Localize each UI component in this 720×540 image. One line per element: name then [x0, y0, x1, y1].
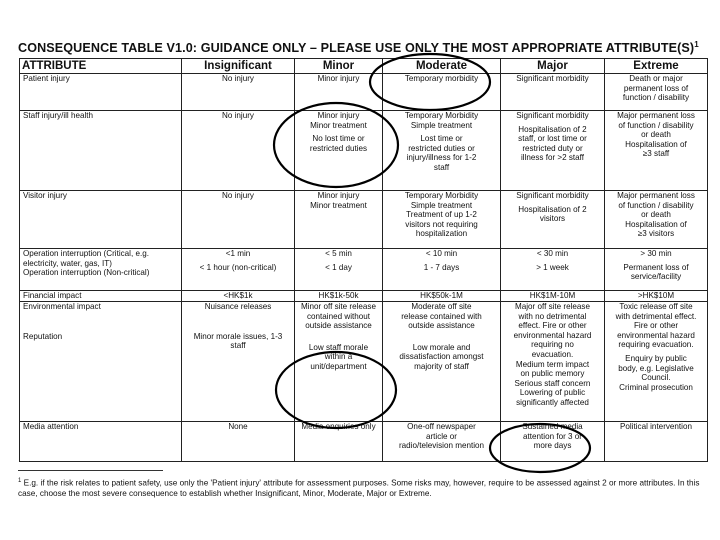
cell-line: HK$1M-10M — [529, 291, 576, 300]
table-row — [20, 191, 708, 249]
attribute-cell — [20, 422, 182, 462]
extreme-cell — [605, 302, 708, 422]
cell-line: HK$50k-1M — [420, 291, 463, 300]
cell-line: Death or major — [629, 74, 683, 83]
extreme-cell — [605, 422, 708, 462]
cell-line: majority of staff — [414, 361, 469, 371]
minor-cell — [295, 111, 383, 191]
cell-line: Council. — [641, 373, 671, 383]
cell-line: staff, or lost time or — [518, 134, 587, 144]
cell-line: Serious staff concern — [514, 378, 591, 388]
cell-line: outside assistance — [408, 321, 475, 331]
moderate-cell — [383, 249, 501, 291]
cell-line: One-off newspaper — [407, 422, 476, 431]
cell-line: or death — [641, 130, 671, 140]
major-cell — [501, 302, 605, 422]
footnote-mark: 1 — [18, 478, 22, 484]
major-cell — [501, 111, 605, 191]
attribute-cell — [20, 249, 182, 291]
moderate-cell — [383, 291, 501, 302]
cell-line: permanent loss of — [623, 83, 689, 93]
cell-line: Major off site release — [515, 302, 590, 311]
minor-cell — [295, 302, 383, 422]
cell-line: Major permanent loss — [617, 191, 695, 200]
minor-cell — [295, 249, 383, 291]
attribute-cell — [20, 111, 182, 191]
cell-line: ≥3 visitors — [637, 229, 675, 239]
table-body — [20, 74, 708, 462]
header-minor: Minor — [295, 59, 383, 74]
table-row — [20, 302, 708, 422]
cell-line: Visitor injury — [23, 191, 67, 200]
cell-line: Media attention — [23, 422, 79, 431]
cell-line: visitors not requiring — [405, 219, 478, 229]
cell-line: Fire or other — [633, 321, 679, 331]
cell-line: Low morale and — [412, 342, 471, 352]
cell-line: radio/television mention — [398, 441, 485, 451]
cell-line: evacuation. — [531, 349, 574, 359]
cell-line: restricted duties or — [408, 143, 475, 153]
cell-line: restricted duties — [309, 143, 368, 153]
cell-line: release contained with — [401, 311, 482, 321]
cell-line: Sustained media — [522, 422, 583, 431]
moderate-cell — [383, 191, 501, 249]
cell-line: hospitalization — [415, 229, 468, 239]
cell-line: Media enquiries only — [301, 422, 376, 431]
header-moderate: Moderate — [383, 59, 501, 74]
header-insignificant: Insignificant — [182, 59, 295, 74]
cell-line: unit/department — [310, 361, 367, 371]
header-attribute: ATTRIBUTE — [20, 59, 182, 74]
cell-line: Permanent loss of — [623, 262, 689, 272]
cell-line: < 1 day — [325, 262, 352, 272]
cell-line: within a — [324, 352, 353, 362]
major-cell — [501, 191, 605, 249]
major-cell — [501, 291, 605, 302]
cell-line: Lowering of public — [519, 388, 586, 398]
cell-line: < 30 min — [536, 249, 569, 258]
cell-line: electricity, water, gas, IT) — [23, 258, 112, 268]
insignificant-cell — [182, 302, 295, 422]
insignificant-cell — [182, 249, 295, 291]
cell-line: Nuisance releases — [204, 302, 272, 311]
extreme-cell — [605, 74, 708, 111]
cell-line: of function / disability — [618, 200, 694, 210]
insignificant-cell — [182, 422, 295, 462]
major-cell — [501, 422, 605, 462]
cell-line: < 10 min — [425, 249, 458, 258]
cell-line: No lost time or — [312, 134, 365, 144]
cell-line: Significant morbidity — [516, 74, 589, 83]
cell-line: Temporary Morbidity — [404, 191, 479, 200]
page-title — [18, 40, 708, 55]
cell-line: No injury — [222, 111, 254, 120]
cell-line: 1 - 7 days — [423, 262, 460, 272]
cell-line: <1 min — [225, 249, 251, 258]
cell-line: function / disability — [622, 93, 690, 103]
cell-line: Hospitalisation of — [625, 219, 687, 229]
cell-line: Minor off site release — [301, 302, 376, 311]
cell-line: attention for 3 or — [523, 431, 582, 441]
attribute-cell — [20, 302, 182, 422]
cell-line: more days — [533, 441, 572, 451]
extreme-cell — [605, 191, 708, 249]
cell-line: None — [228, 422, 248, 431]
header-extreme: Extreme — [605, 59, 708, 74]
cell-line: Operation interruption (Non-critical) — [23, 268, 150, 278]
cell-line: or death — [641, 210, 671, 220]
cell-line: Significant morbidity — [516, 111, 589, 120]
cell-line: Patient injury — [23, 74, 70, 83]
cell-line: < 5 min — [325, 249, 352, 258]
attribute-cell — [20, 191, 182, 249]
insignificant-cell — [182, 291, 295, 302]
moderate-cell — [383, 302, 501, 422]
cell-line: staff — [230, 341, 246, 351]
cell-line: ≥3 staff — [642, 149, 670, 159]
extreme-cell — [605, 291, 708, 302]
cell-line: Low staff morale — [308, 342, 369, 352]
header-major: Major — [501, 59, 605, 74]
attribute-cell — [20, 291, 182, 302]
cell-line: Hospitalisation of — [625, 139, 687, 149]
cell-line: Reputation — [23, 331, 63, 341]
minor-cell — [295, 291, 383, 302]
cell-line: HK$1k-50k — [318, 291, 359, 300]
cell-line: restricted duty or — [522, 143, 583, 153]
cell-line: staff — [433, 162, 450, 172]
cell-line: requiring no — [531, 340, 574, 350]
extreme-cell — [605, 249, 708, 291]
cell-line: Criminal prosecution — [619, 382, 693, 392]
consequence-table — [19, 58, 708, 462]
table-row — [20, 291, 708, 302]
cell-line: illness for >2 staff — [520, 153, 585, 163]
cell-line: >HK$10M — [637, 291, 675, 300]
cell-line: Simple treatment — [410, 200, 473, 210]
cell-line: Minor treatment — [310, 120, 367, 130]
cell-line: Political intervention — [620, 422, 692, 431]
cell-line: <HK$1k — [223, 291, 253, 300]
attribute-cell — [20, 74, 182, 111]
cell-line: > 1 week — [536, 262, 569, 272]
cell-line: Major permanent loss — [617, 111, 695, 120]
cell-line: effect. Fire or other — [518, 321, 587, 331]
cell-line: body, e.g. Legislative — [618, 363, 694, 373]
cell-line: Temporary morbidity — [404, 74, 479, 83]
cell-line: No injury — [222, 191, 254, 200]
cell-line: Treatment of up 1-2 — [406, 210, 477, 220]
cell-line: environmental hazard — [617, 330, 695, 340]
cell-line: Hospitalisation of 2 — [518, 204, 587, 214]
cell-line: injury/illness for 1-2 — [406, 153, 477, 163]
table-row — [20, 74, 708, 111]
cell-line: service/facility — [630, 272, 682, 282]
title-text: CONSEQUENCE TABLE V1.0: GUIDANCE ONLY – PLEASE USE ONLY THE MOST APPROPRIATE ATTRIBUTE(S) — [18, 41, 695, 56]
cell-line: requiring evacuation. — [618, 340, 694, 350]
cell-line: Enquiry by public — [625, 353, 687, 363]
cell-line: dissatisfaction amongst — [399, 352, 484, 362]
cell-line: visitors — [539, 214, 566, 224]
cell-line: Minor morale issues, 1-3 — [193, 331, 283, 341]
cell-line: Financial impact — [23, 291, 82, 300]
moderate-cell — [383, 422, 501, 462]
cell-line: Temporary Morbidity — [404, 111, 479, 120]
cell-line: Toxic release off site — [619, 302, 693, 311]
cell-line: < 1 hour (non-critical) — [199, 262, 277, 272]
cell-line: No injury — [222, 74, 254, 83]
minor-cell — [295, 74, 383, 111]
cell-line: outside assistance — [305, 321, 372, 331]
cell-line: > 30 min — [640, 249, 672, 258]
table-row — [20, 249, 708, 291]
cell-line: Minor injury — [317, 74, 360, 83]
cell-line: Minor injury — [317, 191, 360, 200]
cell-line: Operation interruption (Critical, e.g. — [23, 249, 149, 258]
table-row — [20, 111, 708, 191]
cell-line: Significant morbidity — [516, 191, 589, 200]
cell-line: Lost time or — [420, 134, 463, 144]
cell-line: Environmental impact — [23, 302, 101, 311]
cell-line: significantly affected — [516, 397, 589, 407]
insignificant-cell — [182, 74, 295, 111]
footnote — [18, 476, 708, 500]
moderate-cell — [383, 74, 501, 111]
extreme-cell — [605, 111, 708, 191]
insignificant-cell — [182, 111, 295, 191]
cell-line: environmental hazard — [513, 330, 592, 340]
title-footnote-mark: 1 — [694, 40, 699, 49]
moderate-cell — [383, 111, 501, 191]
cell-line: Minor injury — [317, 111, 360, 120]
cell-line: Minor treatment — [310, 200, 367, 210]
cell-line: with detrimental effect. — [615, 311, 697, 321]
cell-line: on public memory — [520, 369, 585, 379]
table-row — [20, 422, 708, 462]
cell-line: Medium term impact — [515, 359, 590, 369]
cell-line: article or — [425, 431, 458, 441]
major-cell — [501, 249, 605, 291]
cell-line: Staff injury/ill health — [23, 111, 94, 120]
cell-line: Hospitalisation of 2 — [518, 124, 587, 134]
cell-line: with no detrimental — [518, 311, 587, 321]
header-row — [20, 59, 708, 74]
footnote-divider — [18, 470, 163, 471]
insignificant-cell — [182, 191, 295, 249]
cell-line: Moderate off site — [411, 302, 472, 311]
minor-cell — [295, 422, 383, 462]
footnote-text: E.g. if the risk relates to patient safety, use only the 'Patient injury' attribute for assessment purposes. Some risks may, however, require to be assessed against 2 or more attributes. In this case, choose the most severe consequence to establish whether Insignificant, Minor, Moderate, Major or Extreme. — [18, 478, 700, 499]
cell-line: contained without — [307, 311, 370, 321]
major-cell — [501, 74, 605, 111]
minor-cell — [295, 191, 383, 249]
cell-line: of function / disability — [618, 120, 694, 130]
cell-line: Simple treatment — [410, 120, 473, 130]
